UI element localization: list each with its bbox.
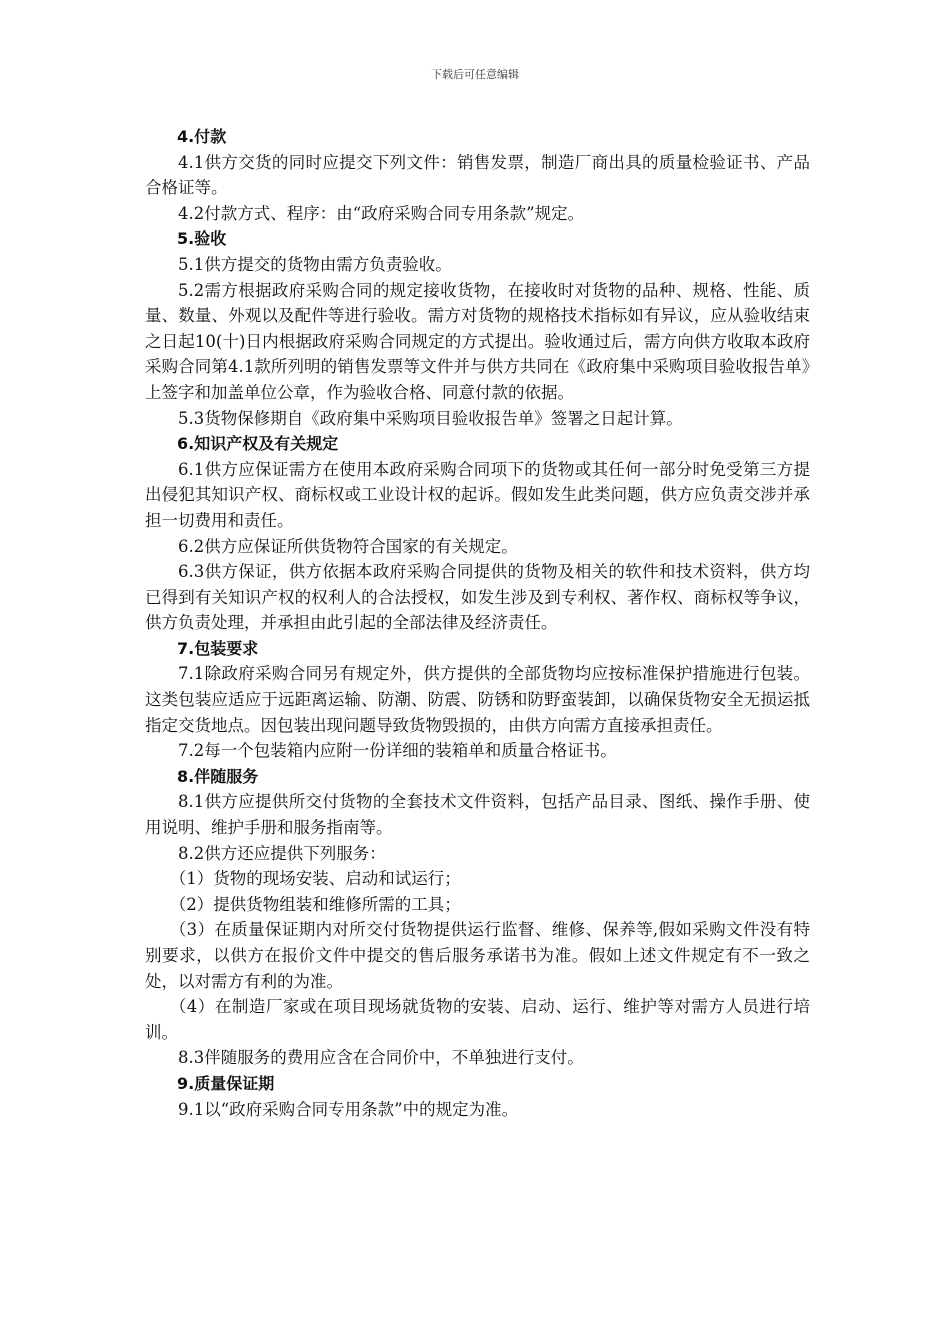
- list-item: （3）在质量保证期内对所交付货物提供运行监督、维修、保养等,假如采购文件没有特别要求，以供方在报价文件中提交的售后服务承诺书为准。假如上述文件规定有不一致之处，以对需方有利的为准。: [145, 920, 810, 991]
- paragraph: 6.1供方应保证需方在使用本政府采购合同项下的货物或其任何一部分时免受第三方提出侵犯其知识产权、商标权或工业设计权的起诉。假如发生此类问题，供方应负责交涉并承担一切费用和责任。: [145, 459, 810, 530]
- paragraph: 8.3伴随服务的费用应含在合同价中，不单独进行支付。: [178, 1048, 584, 1068]
- list-item: （2）提供货物组装和维修所需的工具；: [169, 894, 461, 914]
- section-heading: 5.验收: [177, 229, 227, 249]
- section-heading: 4.付款: [177, 127, 227, 146]
- paragraph: 8.1供方应提供所交付货物的全套技术文件资料，包括产品目录、图纸、操作手册、使用说明、维护手册和服务指南等。: [145, 792, 810, 838]
- paragraph: 8.2供方还应提供下列服务：: [178, 843, 386, 863]
- paragraph: 4.1供方交货的同时应提交下列文件：销售发票，制造厂商出具的质量检验证书、产品合格证等。: [145, 152, 810, 198]
- page-header: 下载后可任意编辑: [431, 68, 519, 81]
- document-body: [145, 124, 810, 1122]
- section-heading: 9.质量保证期: [177, 1073, 275, 1093]
- section-heading: 8.伴随服务: [177, 766, 259, 786]
- section-heading: 6.知识产权及有关规定: [177, 434, 339, 454]
- list-item: （1）货物的现场安装、启动和试运行；: [169, 869, 461, 889]
- paragraph: 7.2每一个包装箱内应附一份详细的装箱单和质量合格证书。: [178, 741, 617, 761]
- paragraph: 7.1除政府采购合同另有规定外，供方提供的全部货物均应按标准保护措施进行包装。这类包装应适应于远距离运输、防潮、防震、防锈和防野蛮装卸，以确保货物安全无损运抵指定交货地点。因包装出现问题导致货物毁损的，由供方向需方直接承担责任。: [145, 664, 810, 735]
- paragraph: 4.2付款方式、程序：由“政府采购合同专用条款”规定。: [178, 203, 585, 223]
- section-heading: 7.包装要求: [177, 638, 259, 658]
- list-item: （4）在制造厂家或在项目现场就货物的安装、启动、运行、维护等对需方人员进行培训。: [145, 997, 810, 1042]
- paragraph: 6.2供方应保证所供货物符合国家的有关规定。: [178, 536, 518, 556]
- paragraph: 5.3货物保修期自《政府集中采购项目验收报告单》签署之日起计算。: [178, 408, 683, 428]
- paragraph: 5.2需方根据政府采购合同的规定接收货物，在接收时对货物的品种、规格、性能、质量、数量、外观以及配件等进行验收。需方对货物的规格技术指标如有异议，应从验收结束之日起10(十)日内根据政府采购合同规定的方式提出。验收通过后，需方向供方收取本政府采购合同第4.1款所列明的销售发票等文件并与供方共同在《政府集中采购项目验收报告单》上签字和加盖单位公章，作为验收合格、同意付款的依据。: [145, 280, 810, 402]
- paragraph: 9.1以“政府采购合同专用条款”中的规定为准。: [178, 1099, 519, 1119]
- paragraph: 6.3供方保证，供方依据本政府采购合同提供的货物及相关的软件和技术资料，供方均已得到有关知识产权的权利人的合法授权，如发生涉及到专利权、著作权、商标权等争议，供方负责处理，并承担由此引起的全部法律及经济责任。: [145, 562, 810, 633]
- paragraph: 5.1供方提交的货物由需方负责验收。: [178, 254, 452, 274]
